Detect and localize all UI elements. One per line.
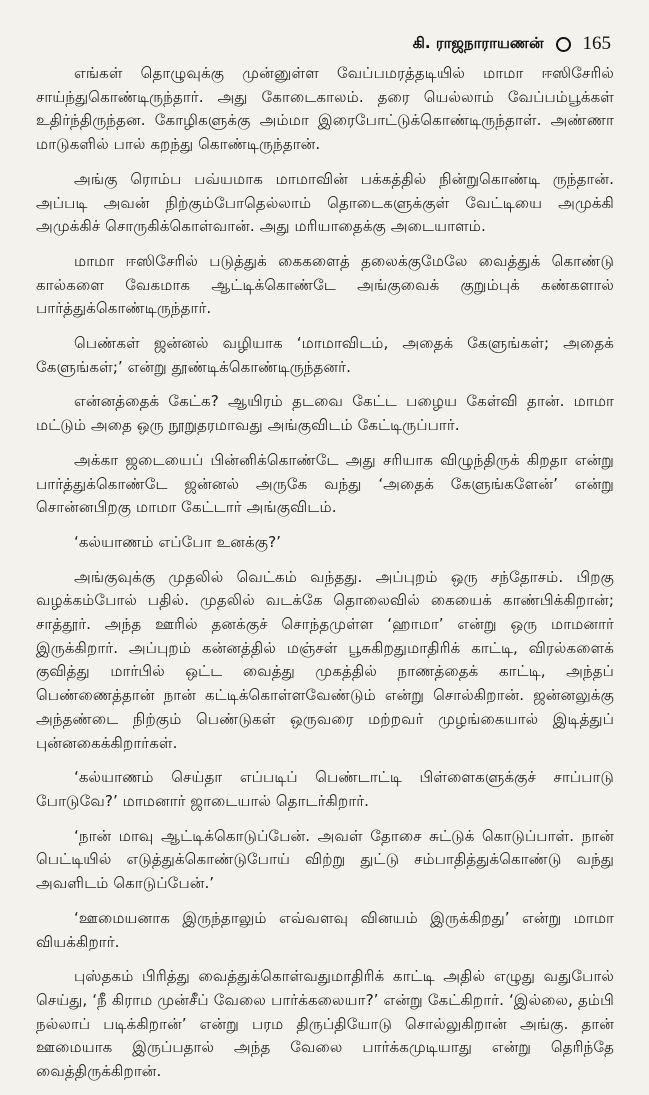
paragraph: ‘கல்யாணம் எப்போ உனக்கு?’	[74, 532, 281, 551]
paragraph: அங்கு ரொம்ப பவ்யமாக மாமாவின் பக்கத்தில் நின்றுகொண்டி ருந்தான். அப்படி அவன் நிற்கும்போதெல்லாம் தொடைகளுக்குள் வேட்டியை அமுக்கி அமுக்கிச் சொருகிக்கொள்வான். அது மரியாதைக்கு அடையாளம்.	[36, 169, 614, 236]
paragraph: ‘கல்யாணம் செய்தா எப்படிப் பெண்டாட்டி பிள்ளைகளுக்குச் சாப்பாடு போடுவே?’ மாமனார் ஜாடையால் தொடர்கிறார்.	[36, 768, 614, 810]
paragraph: அங்குவுக்கு முதலில் வெட்கம் வந்தது. அப்புறம் ஒரு சந்தோசம். பிறகு வழக்கம்போல் பதில். முதலில் வடக்கே தொலைவில் கையைக் காண்பிக்கிறான்; சாத்தூர். அந்த ஊரில் தனக்குச் சொந்தமுள்ள ‘ஹாமா’ என்று ஒரு மாமனார் இருக்கிறார். அப்புறம் கன்னத்தில் மஞ்சள் பூசுகிறதுமாதிரிக் காட்டி, விரல்களைக் குவித்து மார்பில் ஒட்ட வைத்து முகத்தில் நாணத்தைக் காட்டி, அந்தப் பெண்ணைத்தான் நான் கட்டிக்கொள்ளவேண்டும் என்று சொல்கிறான். ஜன்னலுக்கு அந்தண்டை நிற்கும் பெண்டுகள் ஒருவரை மற்றவர் முழங்கையால் இடித்துப் புன்னகைக்கிறார்கள்.	[36, 567, 614, 752]
paragraph: அக்கா ஜடையைப் பின்னிக்கொண்டே அது சரியாக விழுந்திருக் கிறதா என்று பார்த்துக்கொண்டே ஜன்னல் அருகே வந்து ‘அதைக் கேளுங்களேன்’ என்று சொன்னபிறகு மாமா கேட்டார் அங்குவிடம்.	[36, 450, 614, 517]
circle-icon	[556, 37, 571, 52]
paragraph: புஸ்தகம் பிரித்து வைத்துக்கொள்வதுமாதிரிக் காட்டி அதில் எழுது வதுபோல் செய்து, ‘நீ கிராம முன்சீப் வேலை பார்க்கலையா?’ என்று கேட்கிறார். ‘இல்லை, தம்பி நல்லாப் படிக்கிறான்’ என்று பரம திருப்தியோடு சொல்லுகிறான் அங்கு. தான் ஊமையாக இருப்பதால் அந்த வேலை பார்க்கமுடியாது என்று தெரிந்தே வைத்திருக்கிறான்.	[36, 967, 614, 1081]
paragraph: பெண்கள் ஜன்னல் வழியாக ‘மாமாவிடம், அதைக் கேளுங்கள்; அதைக் கேளுங்கள்;’ என்று தூண்டிக்கொண்டிருந்தனர்.	[36, 334, 614, 376]
page-number: 165	[582, 33, 611, 54]
paragraph: எங்கள் தொழுவுக்கு முன்னுள்ள வேப்பமரத்தடியில் மாமா ஈஸிசேரில் சாய்ந்துகொண்டிருந்தார். அது கோடைகாலம். தரை யெல்லாம் வேப்பம்பூக்கள் உதிர்ந்திருந்தன. கோழிகளுக்கு அம்மா இரைபோட்டுக்கொண்டிருந்தாள். அண்ணா மாடுகளில் பால் கறந்து கொண்டிருந்தான்.	[36, 64, 614, 154]
paragraph: என்னத்தைக் கேட்க? ஆயிரம் தடவை கேட்ட பழைய கேள்வி தான். மாமா மட்டும் அதை ஒரு நூறுதரமாவது அங்குவிடம் கேட்டிருப்பார்.	[36, 392, 614, 435]
page-body	[36, 62, 614, 1095]
running-header	[413, 33, 611, 55]
paragraph: ‘ஊமையனாக இருந்தாலும் எவ்வளவு வினயம் இருக்கிறது’ என்று மாமா வியக்கிறார்.	[36, 908, 614, 951]
paragraph: மாமா ஈஸிசேரில் படுத்துக் கைகளைத் தலைக்குமேலே வைத்துக் கொண்டு கால்களை வேகமாக ஆட்டிக்கொண்டே அங்குவைக் குறும்புக் கண்களால் பார்த்துக்கொண்டிருந்தார்.	[36, 251, 614, 318]
author-name: கி. ராஜநாராயணன்	[412, 34, 544, 52]
paragraph: ‘நான் மாவு ஆட்டிக்கொடுப்பேன். அவள் தோசை சுட்டுக் கொடுப்பாள். நான் பெட்டியில் எடுத்துக்கொண்டுபோய் விற்று துட்டு சம்பாதித்துக்கொண்டு வந்து அவளிடம் கொடுப்பேன்.’	[36, 826, 614, 893]
